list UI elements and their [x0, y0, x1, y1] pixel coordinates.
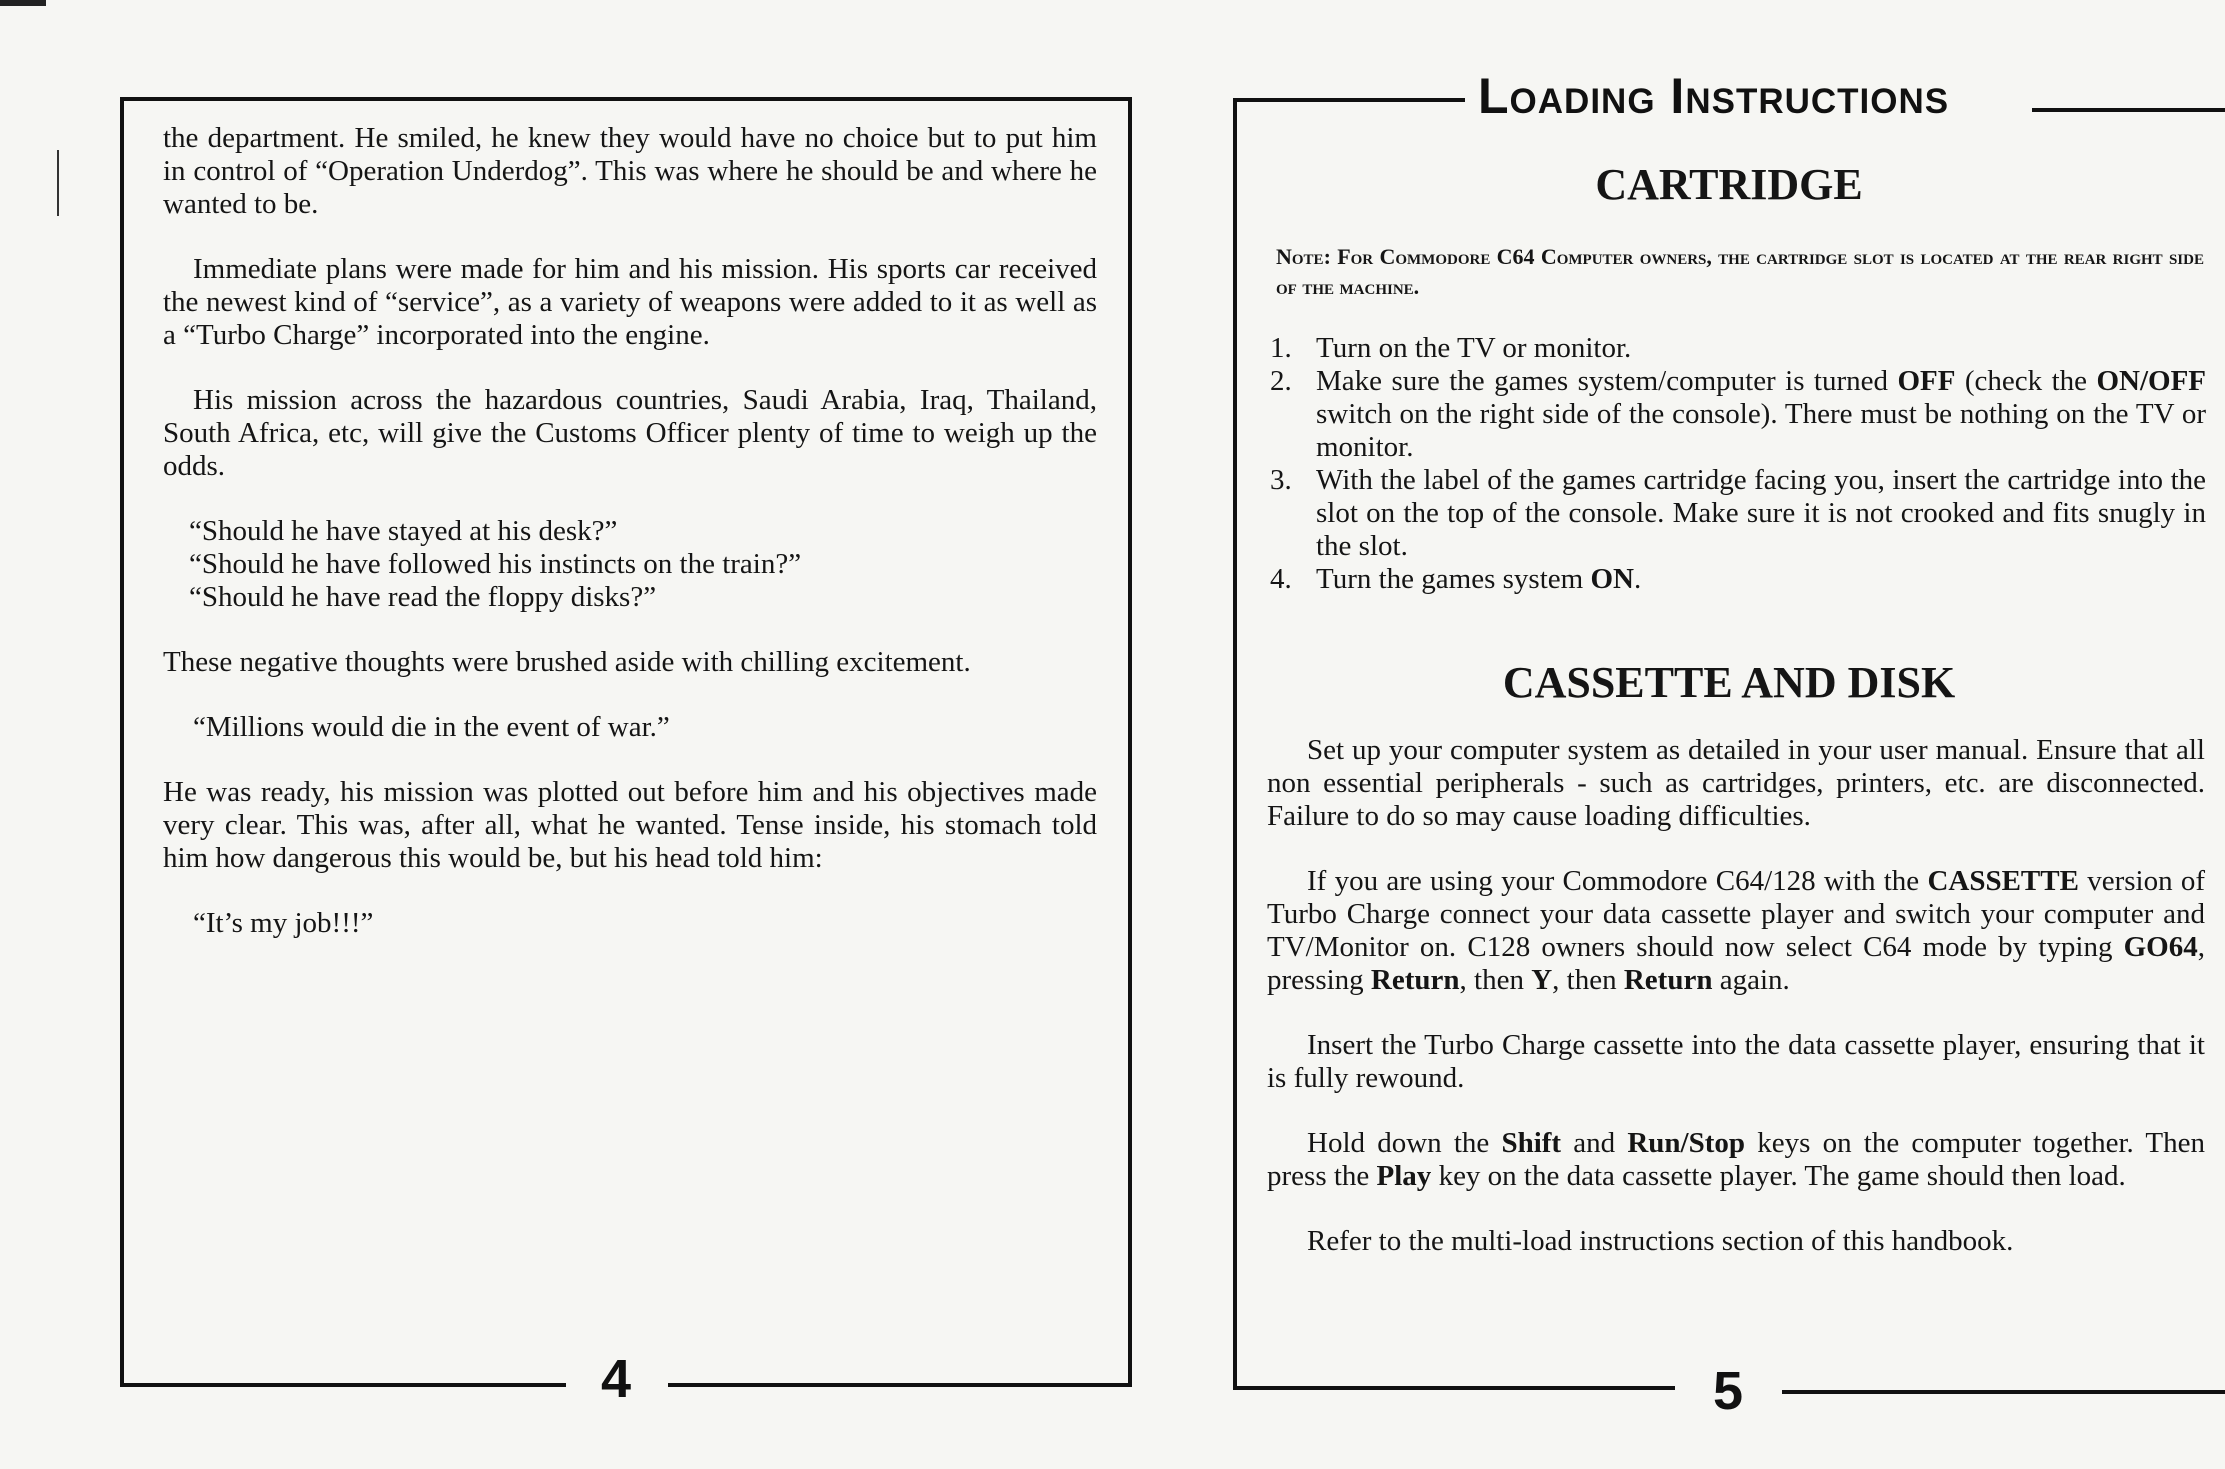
- page-frame-bottom-rule: [120, 1383, 566, 1387]
- paragraph: [1267, 865, 2205, 997]
- step-number: 1.: [1270, 332, 1292, 364]
- keyword: Return: [1623, 964, 1713, 996]
- step-item: [1270, 365, 2206, 464]
- page-frame-bottom-rule: [1782, 1390, 2225, 1394]
- question-line: “Should he have read the floppy disks?”: [189, 581, 657, 613]
- step-item: [1270, 332, 2206, 365]
- step-text: Make sure the games system/computer is turned: [1316, 365, 1898, 397]
- page-frame-top-rule: [2032, 108, 2225, 112]
- text-run: , then: [1459, 964, 1532, 996]
- step-keyword: ON/OFF: [2096, 365, 2206, 397]
- page-number-left: 4: [600, 1349, 632, 1409]
- page-title: Loading Instructions: [1470, 66, 1957, 126]
- paragraph: Immediate plans were made for him and his mission. His sports car received the newest kind of “service”, as a variety of weapons were added to it as well as a “Turbo Charge” incorporated into the engine.: [163, 253, 1097, 351]
- page-frame-bottom-rule: [668, 1383, 1132, 1387]
- scan-edge-mark: [57, 150, 59, 216]
- paragraph: [1267, 1127, 2205, 1193]
- paragraph: He was ready, his mission was plotted out before him and his objectives made very clear. This was, after all, what he wanted. Tense inside, his stomach told him how dangerous this would be, but his head told him:: [163, 776, 1097, 874]
- keyword: Y: [1531, 964, 1553, 996]
- step-item: [1270, 563, 2206, 596]
- step-text: switch on the right side of the console). There must be nothing on the TV or monitor.: [1316, 398, 2206, 463]
- cartridge-note: Note: For Commodore C64 Computer owners, the cartridge slot is located at the rear right side of the machine.: [1276, 244, 2204, 299]
- left-page-text: [163, 122, 1097, 972]
- page-frame-top-rule: [1233, 98, 1465, 102]
- keyword: CASSETTE: [1927, 865, 2079, 897]
- quote: “Millions would die in the event of war.”: [193, 711, 670, 743]
- step-text: Turn on the TV or monitor.: [1316, 332, 1632, 364]
- paragraph: Set up your computer system as detailed in your user manual. Ensure that all non essential peripherals - such as cartridges, printers, etc. are disconnected. Failure to do so may cause loading difficulties.: [1267, 734, 2205, 832]
- section-heading-cassette: CASSETTE AND DISK: [1502, 658, 1956, 707]
- paragraph: the department. He smiled, he knew they would have no choice but to put him in control of “Operation Underdog”. This was where he should be and where he wanted to be.: [163, 122, 1097, 220]
- step-text: .: [1633, 563, 1642, 595]
- text-run: If you are using your Commodore C64/128 with the: [1307, 865, 1928, 897]
- text-run: Hold down the: [1307, 1127, 1502, 1159]
- paragraph: These negative thoughts were brushed aside with chilling excitement.: [163, 646, 971, 678]
- keyword: GO64: [2123, 931, 2198, 963]
- keyword: Play: [1376, 1160, 1432, 1192]
- text-run: and: [1561, 1127, 1628, 1159]
- text-run: keys on the computer together. Then press the: [1267, 1127, 2206, 1192]
- keyword: Return: [1370, 964, 1460, 996]
- cassette-instructions: [1267, 734, 2205, 1290]
- paragraph: Insert the Turbo Charge cassette into the data cassette player, ensuring that it is fully rewound.: [1267, 1029, 2205, 1094]
- step-item: [1270, 464, 2206, 563]
- question-list: [163, 515, 1097, 614]
- paragraph: Refer to the multi-load instructions section of this handbook.: [1307, 1225, 2014, 1257]
- step-text: Turn the games system: [1316, 563, 1591, 595]
- text-run: , then: [1552, 964, 1624, 996]
- quote: “It’s my job!!!”: [193, 907, 374, 939]
- text-run: again.: [1712, 964, 1790, 996]
- scan-edge-mark: [0, 0, 46, 6]
- section-heading-cartridge: CARTRIDGE: [1595, 160, 1863, 209]
- step-keyword: ON: [1590, 563, 1634, 595]
- text-run: key on the data cassette player. The game should then load.: [1431, 1160, 2126, 1192]
- paragraph: His mission across the hazardous countries, Saudi Arabia, Iraq, Thailand, South Africa, etc, will give the Customs Officer plenty of time to weigh up the odds.: [163, 384, 1097, 482]
- page-frame-bottom-rule: [1233, 1386, 1675, 1390]
- keyword: Run/Stop: [1627, 1127, 1746, 1159]
- text-run: version of Turbo Charge connect your data cassette player and switch your computer and TV/Monitor on. C128 owners should now select C64 mode by typing: [1267, 865, 2206, 963]
- step-text: With the label of the games cartridge facing you, insert the cartridge into the slot on the top of the console. Make sure it is not crooked and fits snugly in the slot.: [1316, 464, 2206, 562]
- step-text: (check the: [1955, 365, 2097, 397]
- step-keyword: OFF: [1897, 365, 1956, 397]
- step-number: 3.: [1270, 464, 1292, 496]
- question-line: “Should he have stayed at his desk?”: [189, 515, 618, 547]
- cartridge-steps: [1270, 332, 2206, 596]
- step-number: 4.: [1270, 563, 1292, 595]
- page-number-right: 5: [1712, 1361, 1744, 1421]
- question-line: “Should he have followed his instincts on the train?”: [189, 548, 802, 580]
- keyword: Shift: [1501, 1127, 1562, 1159]
- text-run: , pressing: [1267, 931, 2205, 996]
- step-number: 2.: [1270, 365, 1292, 397]
